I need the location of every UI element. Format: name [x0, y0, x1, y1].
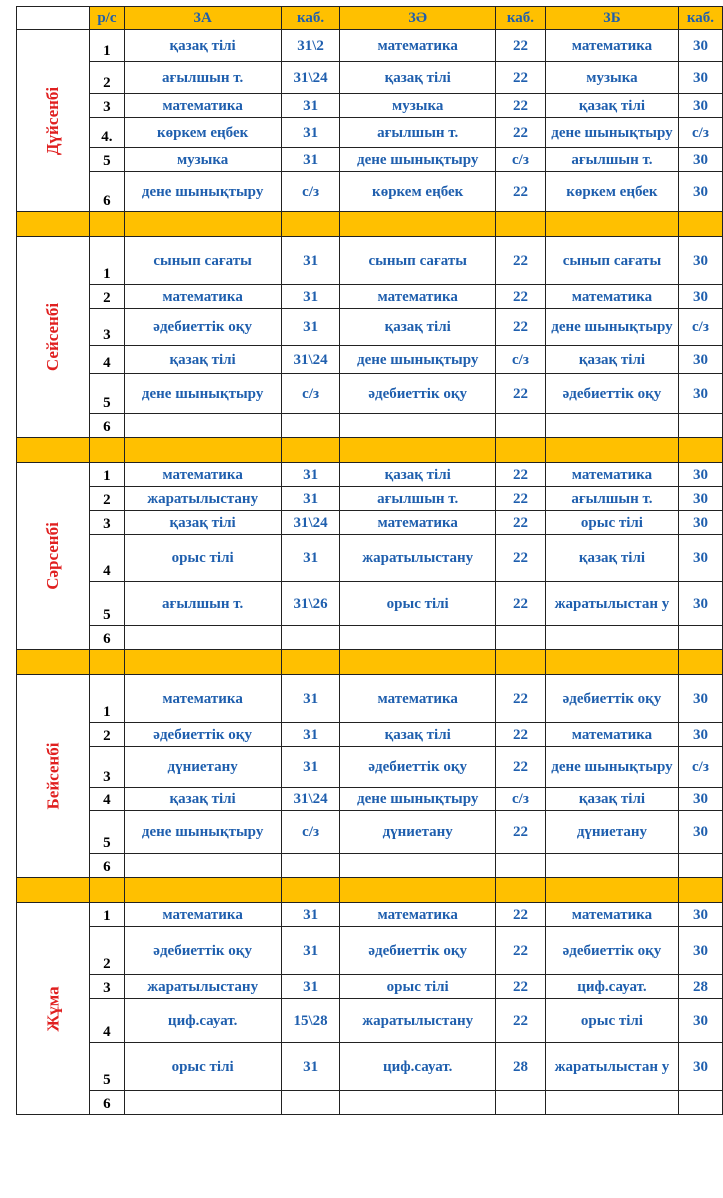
room-3ae: 22: [495, 487, 545, 511]
room-3a: 31: [281, 118, 340, 148]
table-row: [17, 148, 723, 172]
lesson-number: 2: [90, 62, 124, 94]
room-3ae: 22: [495, 62, 545, 94]
lesson-number: 5: [90, 374, 124, 414]
room-3ae: 22: [495, 975, 545, 999]
room-3ae: с/з: [495, 148, 545, 172]
header-class-3b: 3Б: [545, 7, 678, 30]
separator-cell: [545, 212, 678, 237]
room-3b: 30: [678, 463, 722, 487]
separator-cell: [124, 212, 281, 237]
room-3ae: 22: [495, 94, 545, 118]
room-3b: 30: [678, 903, 722, 927]
room-3ae: 22: [495, 30, 545, 62]
subject-3ae: ағылшын т.: [340, 487, 495, 511]
subject-3b: дүниетану: [545, 811, 678, 854]
subject-3a: көркем еңбек: [124, 118, 281, 148]
room-3b: 30: [678, 487, 722, 511]
room-3a: 31: [281, 1043, 340, 1091]
room-3ae: 22: [495, 237, 545, 285]
separator-cell: [495, 438, 545, 463]
subject-3a: қазақ тілі: [124, 30, 281, 62]
room-3a: 31\24: [281, 62, 340, 94]
subject-3a: жаратылыстану: [124, 975, 281, 999]
lesson-number: 1: [90, 903, 124, 927]
day-name-label: Жұма: [43, 985, 63, 1032]
subject-3ae: сынып сағаты: [340, 237, 495, 285]
subject-3b: қазақ тілі: [545, 94, 678, 118]
subject-3ae: жаратылыстану: [340, 999, 495, 1043]
room-3ae: 22: [495, 285, 545, 309]
day-name-label: Бейсенбі: [43, 742, 63, 810]
separator-cell: [17, 212, 90, 237]
room-3a: 31: [281, 747, 340, 788]
lesson-number: 2: [90, 927, 124, 975]
subject-3a: сынып сағаты: [124, 237, 281, 285]
subject-3b: математика: [545, 903, 678, 927]
subject-3b: дене шынықтыру: [545, 309, 678, 346]
lesson-number: 6: [90, 414, 124, 438]
room-3b: 30: [678, 148, 722, 172]
schedule-table: [16, 6, 723, 1115]
table-row: [17, 172, 723, 212]
table-row: [17, 811, 723, 854]
table-row: [17, 30, 723, 62]
header-num: р/с: [90, 7, 124, 30]
table-row: [17, 675, 723, 723]
subject-3ae: көркем еңбек: [340, 172, 495, 212]
day-name-label: Сәрсенбі: [43, 522, 63, 590]
subject-3ae: математика: [340, 285, 495, 309]
room-3a: 31: [281, 463, 340, 487]
lesson-number: 5: [90, 148, 124, 172]
room-3a: 31: [281, 535, 340, 582]
room-3b: 30: [678, 999, 722, 1043]
room-3b: 30: [678, 675, 722, 723]
lesson-number: 6: [90, 626, 124, 650]
subject-3b: әдебиеттік оқу: [545, 927, 678, 975]
table-row: [17, 999, 723, 1043]
separator-cell: [545, 878, 678, 903]
separator-cell: [17, 650, 90, 675]
subject-3ae: [340, 626, 495, 650]
room-3a: 31: [281, 487, 340, 511]
room-3b: 28: [678, 975, 722, 999]
lesson-number: 6: [90, 1091, 124, 1115]
day-name: [17, 237, 90, 438]
room-3b: 30: [678, 811, 722, 854]
separator-cell: [281, 438, 340, 463]
day-separator: [17, 878, 723, 903]
lesson-number: 6: [90, 854, 124, 878]
subject-3ae: әдебиеттік оқу: [340, 927, 495, 975]
room-3b: 30: [678, 788, 722, 811]
room-3a: 15\28: [281, 999, 340, 1043]
room-3a: 31: [281, 723, 340, 747]
subject-3ae: математика: [340, 675, 495, 723]
table-row: [17, 975, 723, 999]
separator-cell: [678, 878, 722, 903]
separator-cell: [340, 878, 495, 903]
table-row: [17, 1043, 723, 1091]
subject-3ae: дене шынықтыру: [340, 788, 495, 811]
subject-3ae: дене шынықтыру: [340, 148, 495, 172]
subject-3a: [124, 414, 281, 438]
table-row: [17, 285, 723, 309]
separator-cell: [124, 438, 281, 463]
room-3ae: [495, 854, 545, 878]
room-3a: 31\24: [281, 346, 340, 374]
separator-cell: [281, 212, 340, 237]
lesson-number: 6: [90, 172, 124, 212]
room-3a: [281, 414, 340, 438]
subject-3ae: қазақ тілі: [340, 463, 495, 487]
room-3ae: 22: [495, 172, 545, 212]
subject-3b: математика: [545, 30, 678, 62]
subject-3ae: [340, 414, 495, 438]
subject-3a: әдебиеттік оқу: [124, 309, 281, 346]
subject-3b: орыс тілі: [545, 511, 678, 535]
lesson-number: 1: [90, 30, 124, 62]
day-separator: [17, 650, 723, 675]
subject-3b: [545, 1091, 678, 1115]
table-row: [17, 237, 723, 285]
subject-3a: математика: [124, 463, 281, 487]
room-3a: [281, 854, 340, 878]
room-3b: 30: [678, 927, 722, 975]
subject-3ae: [340, 854, 495, 878]
subject-3ae: ағылшын т.: [340, 118, 495, 148]
lesson-number: 5: [90, 1043, 124, 1091]
table-row: [17, 903, 723, 927]
subject-3b: сынып сағаты: [545, 237, 678, 285]
subject-3a: жаратылыстану: [124, 487, 281, 511]
lesson-number: 4: [90, 535, 124, 582]
room-3a: 31\2: [281, 30, 340, 62]
subject-3a: әдебиеттік оқу: [124, 927, 281, 975]
lesson-number: 3: [90, 511, 124, 535]
subject-3a: дүниетану: [124, 747, 281, 788]
subject-3a: математика: [124, 675, 281, 723]
subject-3a: ағылшын т.: [124, 62, 281, 94]
subject-3a: музыка: [124, 148, 281, 172]
subject-3b: жаратылыстан у: [545, 582, 678, 626]
subject-3ae: орыс тілі: [340, 582, 495, 626]
subject-3ae: музыка: [340, 94, 495, 118]
room-3b: с/з: [678, 118, 722, 148]
room-3a: 31: [281, 94, 340, 118]
day-separator: [17, 212, 723, 237]
lesson-number: 4: [90, 346, 124, 374]
subject-3ae: математика: [340, 30, 495, 62]
table-row: [17, 487, 723, 511]
table-row: [17, 535, 723, 582]
subject-3a: [124, 626, 281, 650]
subject-3a: математика: [124, 94, 281, 118]
day-name: [17, 463, 90, 650]
day-name: [17, 675, 90, 878]
subject-3b: әдебиеттік оқу: [545, 374, 678, 414]
table-row: [17, 346, 723, 374]
lesson-number: 3: [90, 975, 124, 999]
subject-3a: қазақ тілі: [124, 788, 281, 811]
subject-3ae: математика: [340, 903, 495, 927]
subject-3ae: [340, 1091, 495, 1115]
room-3b: [678, 414, 722, 438]
room-3b: 30: [678, 582, 722, 626]
lesson-number: 3: [90, 309, 124, 346]
table-row: [17, 463, 723, 487]
subject-3a: математика: [124, 285, 281, 309]
table-row: [17, 747, 723, 788]
separator-cell: [678, 438, 722, 463]
lesson-number: 1: [90, 237, 124, 285]
header-class-3ae: 3Ә: [340, 7, 495, 30]
subject-3b: қазақ тілі: [545, 535, 678, 582]
lesson-number: 2: [90, 285, 124, 309]
subject-3b: музыка: [545, 62, 678, 94]
subject-3a: орыс тілі: [124, 1043, 281, 1091]
header-room-3a: каб.: [281, 7, 340, 30]
room-3a: 31: [281, 285, 340, 309]
subject-3ae: әдебиеттік оқу: [340, 747, 495, 788]
separator-cell: [90, 650, 124, 675]
room-3b: с/з: [678, 309, 722, 346]
day-name-label: Сейсенбі: [43, 302, 63, 372]
subject-3a: дене шынықтыру: [124, 374, 281, 414]
room-3ae: 28: [495, 1043, 545, 1091]
subject-3a: әдебиеттік оқу: [124, 723, 281, 747]
separator-cell: [124, 650, 281, 675]
room-3ae: 22: [495, 927, 545, 975]
room-3b: 30: [678, 237, 722, 285]
room-3ae: 22: [495, 723, 545, 747]
room-3b: с/з: [678, 747, 722, 788]
room-3a: 31: [281, 148, 340, 172]
room-3b: 30: [678, 723, 722, 747]
subject-3a: қазақ тілі: [124, 511, 281, 535]
room-3a: 31\24: [281, 788, 340, 811]
subject-3ae: дене шынықтыру: [340, 346, 495, 374]
separator-cell: [90, 212, 124, 237]
lesson-number: 4: [90, 788, 124, 811]
room-3ae: с/з: [495, 346, 545, 374]
subject-3a: циф.сауат.: [124, 999, 281, 1043]
day-name-label: Дүйсенбі: [43, 86, 63, 155]
room-3a: 31: [281, 675, 340, 723]
room-3ae: 22: [495, 582, 545, 626]
separator-cell: [340, 650, 495, 675]
table-row: [17, 94, 723, 118]
subject-3b: әдебиеттік оқу: [545, 675, 678, 723]
subject-3ae: қазақ тілі: [340, 309, 495, 346]
table-row: [17, 927, 723, 975]
room-3ae: с/з: [495, 788, 545, 811]
room-3b: 30: [678, 94, 722, 118]
room-3b: 30: [678, 285, 722, 309]
header-room-3ae: каб.: [495, 7, 545, 30]
subject-3b: жаратылыстан у: [545, 1043, 678, 1091]
room-3b: [678, 854, 722, 878]
room-3b: [678, 1091, 722, 1115]
table-row: [17, 62, 723, 94]
room-3b: 30: [678, 30, 722, 62]
header-row: [17, 7, 723, 30]
separator-cell: [678, 650, 722, 675]
room-3ae: 22: [495, 463, 545, 487]
room-3a: 31: [281, 237, 340, 285]
subject-3b: дене шынықтыру: [545, 747, 678, 788]
room-3a: [281, 626, 340, 650]
room-3a: с/з: [281, 172, 340, 212]
table-row: [17, 723, 723, 747]
subject-3ae: математика: [340, 511, 495, 535]
table-row: [17, 1091, 723, 1115]
subject-3a: орыс тілі: [124, 535, 281, 582]
lesson-number: 4.: [90, 118, 124, 148]
separator-cell: [495, 650, 545, 675]
room-3ae: 22: [495, 811, 545, 854]
separator-cell: [340, 438, 495, 463]
header-class-3a: 3А: [124, 7, 281, 30]
subject-3a: математика: [124, 903, 281, 927]
subject-3b: циф.сауат.: [545, 975, 678, 999]
lesson-number: 1: [90, 463, 124, 487]
subject-3b: орыс тілі: [545, 999, 678, 1043]
table-row: [17, 788, 723, 811]
room-3ae: 22: [495, 903, 545, 927]
table-row: [17, 309, 723, 346]
subject-3b: математика: [545, 723, 678, 747]
lesson-number: 2: [90, 487, 124, 511]
subject-3a: дене шынықтыру: [124, 172, 281, 212]
table-row: [17, 414, 723, 438]
lesson-number: 4: [90, 999, 124, 1043]
lesson-number: 5: [90, 582, 124, 626]
room-3b: 30: [678, 374, 722, 414]
day-header: [17, 7, 90, 30]
subject-3a: қазақ тілі: [124, 346, 281, 374]
subject-3b: [545, 626, 678, 650]
day-separator: [17, 438, 723, 463]
separator-cell: [340, 212, 495, 237]
separator-cell: [90, 438, 124, 463]
separator-cell: [495, 878, 545, 903]
separator-cell: [281, 878, 340, 903]
room-3ae: 22: [495, 309, 545, 346]
room-3b: [678, 626, 722, 650]
room-3a: 31\26: [281, 582, 340, 626]
subject-3b: [545, 414, 678, 438]
room-3ae: [495, 1091, 545, 1115]
room-3a: 31: [281, 903, 340, 927]
room-3ae: 22: [495, 118, 545, 148]
room-3a: 31: [281, 309, 340, 346]
table-row: [17, 118, 723, 148]
room-3b: 30: [678, 1043, 722, 1091]
table-row: [17, 854, 723, 878]
subject-3ae: дүниетану: [340, 811, 495, 854]
room-3a: [281, 1091, 340, 1115]
subject-3a: [124, 1091, 281, 1115]
separator-cell: [678, 212, 722, 237]
room-3a: с/з: [281, 374, 340, 414]
room-3b: 30: [678, 62, 722, 94]
separator-cell: [17, 878, 90, 903]
subject-3ae: әдебиеттік оқу: [340, 374, 495, 414]
subject-3b: қазақ тілі: [545, 346, 678, 374]
room-3ae: 22: [495, 999, 545, 1043]
subject-3ae: қазақ тілі: [340, 62, 495, 94]
subject-3b: математика: [545, 285, 678, 309]
subject-3b: көркем еңбек: [545, 172, 678, 212]
separator-cell: [124, 878, 281, 903]
subject-3ae: қазақ тілі: [340, 723, 495, 747]
table-row: [17, 511, 723, 535]
table-row: [17, 626, 723, 650]
subject-3b: ағылшын т.: [545, 487, 678, 511]
subject-3a: [124, 854, 281, 878]
subject-3ae: циф.сауат.: [340, 1043, 495, 1091]
room-3ae: 22: [495, 747, 545, 788]
separator-cell: [495, 212, 545, 237]
room-3a: 31\24: [281, 511, 340, 535]
room-3b: 30: [678, 511, 722, 535]
room-3ae: 22: [495, 511, 545, 535]
subject-3a: ағылшын т.: [124, 582, 281, 626]
room-3ae: 22: [495, 374, 545, 414]
lesson-number: 2: [90, 723, 124, 747]
room-3ae: [495, 414, 545, 438]
subject-3b: ағылшын т.: [545, 148, 678, 172]
room-3ae: [495, 626, 545, 650]
separator-cell: [545, 438, 678, 463]
separator-cell: [281, 650, 340, 675]
room-3b: 30: [678, 346, 722, 374]
room-3b: 30: [678, 172, 722, 212]
separator-cell: [17, 438, 90, 463]
day-name: [17, 903, 90, 1115]
subject-3b: дене шынықтыру: [545, 118, 678, 148]
room-3ae: 22: [495, 535, 545, 582]
room-3b: 30: [678, 535, 722, 582]
table-row: [17, 582, 723, 626]
table-row: [17, 374, 723, 414]
lesson-number: 5: [90, 811, 124, 854]
separator-cell: [545, 650, 678, 675]
room-3ae: 22: [495, 675, 545, 723]
separator-cell: [90, 878, 124, 903]
lesson-number: 3: [90, 747, 124, 788]
lesson-number: 3: [90, 94, 124, 118]
subject-3b: математика: [545, 463, 678, 487]
header-room-3b: каб.: [678, 7, 722, 30]
room-3a: с/з: [281, 811, 340, 854]
subject-3b: қазақ тілі: [545, 788, 678, 811]
room-3a: 31: [281, 927, 340, 975]
lesson-number: 1: [90, 675, 124, 723]
subject-3ae: жаратылыстану: [340, 535, 495, 582]
subject-3b: [545, 854, 678, 878]
room-3a: 31: [281, 975, 340, 999]
day-name: [17, 30, 90, 212]
subject-3ae: орыс тілі: [340, 975, 495, 999]
subject-3a: дене шынықтыру: [124, 811, 281, 854]
